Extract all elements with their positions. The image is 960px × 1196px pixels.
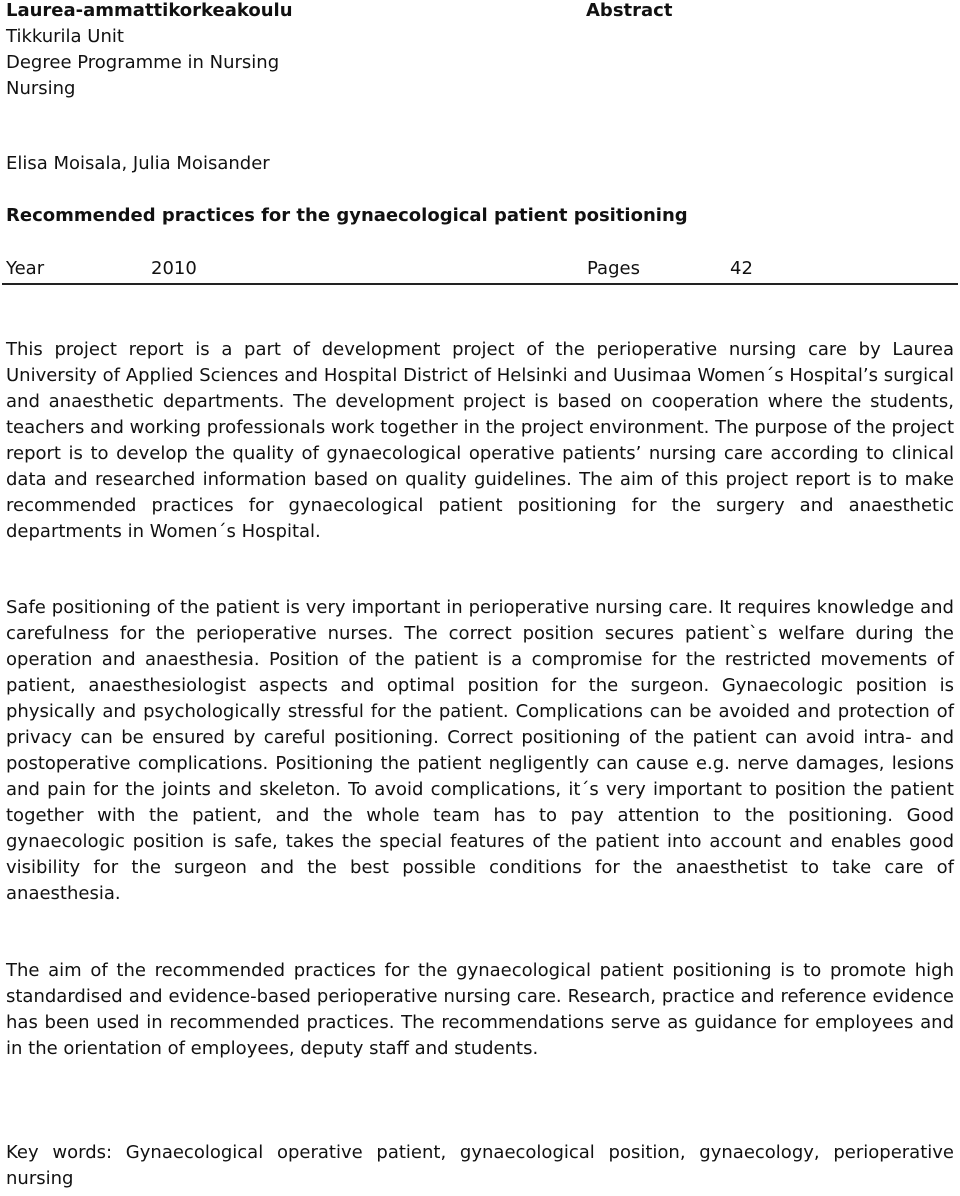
field-name: Nursing — [6, 78, 76, 99]
meta-row — [6, 256, 954, 284]
pages-label: Pages — [587, 258, 640, 279]
paragraph-text: This project report is a part of development project of the perioperative nursing care by Laurea University of Applied Sciences and Hospital District of Helsinki and Uusimaa Women´s Hospital’s surgical and anaesthetic departments. The development project is based on cooperation where the students, teachers and working professionals work together in the project environment. The purpose of the project report is to develop the quality of gynaecological operative patients’ nursing care according to clinical data and researched information based on quality guidelines. The aim of this project report is to make recommended practices for gynaecological patient positioning for the surgery and anaesthetic departments in Women´s Hospital. — [6, 339, 954, 542]
year-value: 2010 — [151, 258, 197, 279]
pages-value: 42 — [730, 258, 753, 279]
programme-name: Degree Programme in Nursing — [6, 52, 280, 73]
year-label: Year — [6, 258, 45, 279]
paragraph-text: The aim of the recommended practices for the gynaecological patient positioning is to promote high standardised and evidence-based perioperative nursing care. Research, practice and reference evidence has been used in recommended practices. The recommendations serve as guidance for employees and in the orientation of employees, deputy staff and students. — [6, 960, 954, 1059]
paragraph-1 — [6, 337, 954, 545]
divider — [2, 283, 958, 285]
abstract-heading: Abstract — [586, 0, 673, 21]
unit-name: Tikkurila Unit — [6, 26, 124, 47]
keywords-text: Key words: Gynaecological operative patient, gynaecological position, gynaecology, perioperative nursing — [6, 1142, 954, 1189]
paragraph-2 — [6, 595, 954, 907]
authors: Elisa Moisala, Julia Moisander — [6, 153, 270, 174]
institution-name: Laurea-ammattikorkeakoulu — [6, 0, 293, 21]
paragraph-text: Safe positioning of the patient is very important in perioperative nursing care. It requires knowledge and carefulness for the perioperative nurses. The correct position secures patient`s welfare during the operation and anaesthesia. Position of the patient is a compromise for the restricted movements of patient, anaesthesiologist aspects and optimal position for the surgeon. Gynaecologic position is physically and psychologically stressful for the patient. Complications can be avoided and protection of privacy can be ensured by careful positioning. Correct positioning of the patient can avoid intra- and postoperative complications. Positioning the patient negligently can cause e.g. nerve damages, lesions and pain for the joints and skeleton. To avoid complications, it´s very important to position the patient together with the patient, and the whole team has to pay attention to the positioning. Good gynaecologic position is safe, takes the special features of the patient into account and enables good visibility for the surgeon and the best possible conditions for the anaesthetist to take care of anaesthesia. — [6, 597, 954, 904]
institution-block — [6, 0, 293, 102]
keywords — [6, 1140, 954, 1192]
header — [6, 0, 954, 120]
thesis-title: Recommended practices for the gynaecological patient positioning — [6, 205, 688, 226]
paragraph-3 — [6, 958, 954, 1062]
abstract-page — [6, 0, 954, 1189]
